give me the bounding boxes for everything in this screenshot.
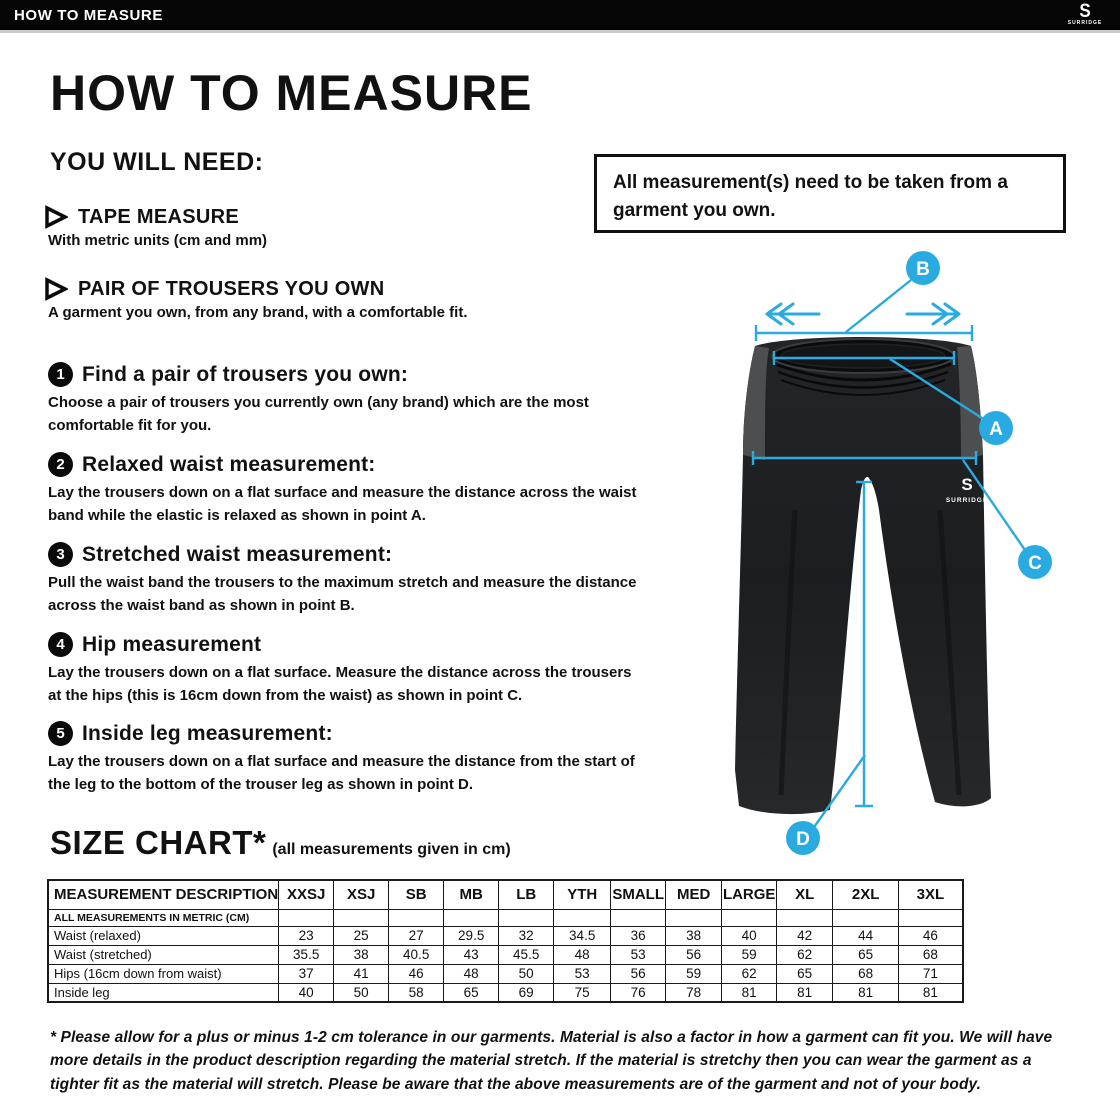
empty-cell: [899, 909, 963, 926]
measurement-value-cell: 58: [389, 983, 444, 1002]
measurement-label-cell: Hips (16cm down from waist): [48, 964, 279, 983]
measurement-value-cell: 68: [833, 964, 899, 983]
step-description: Lay the trousers down on a flat surface and measure the distance from the start of the leg to the bottom of the trouser leg as shown in point D.: [48, 753, 635, 793]
svg-text:C: C: [1028, 553, 1042, 574]
measurement-value-cell: 59: [722, 945, 777, 964]
measurement-value-cell: 65: [777, 964, 833, 983]
empty-cell: [334, 909, 389, 926]
garment-logo-s: S: [961, 475, 973, 494]
measurement-value-cell: 40.5: [389, 945, 444, 964]
trousers-diagram-svg: [735, 250, 1075, 870]
step-title: Find a pair of trousers you own:: [82, 362, 409, 386]
measurement-value-cell: 76: [611, 983, 666, 1002]
size-chart-column-header: LB: [499, 880, 554, 909]
step-title: Hip measurement: [82, 632, 262, 656]
measure-step: [48, 632, 648, 707]
measurement-value-cell: 68: [899, 945, 963, 964]
size-chart-column-header: MEASUREMENT DESCRIPTION: [48, 880, 279, 909]
measurement-value-cell: 81: [722, 983, 777, 1002]
measurement-value-cell: 59: [666, 964, 722, 983]
measurement-value-cell: 44: [833, 926, 899, 945]
measure-step: [48, 452, 648, 527]
measurement-value-cell: 38: [334, 945, 389, 964]
triangle-bullet-icon: [44, 277, 68, 301]
step-title: Relaxed waist measurement:: [82, 452, 376, 476]
page-title: HOW TO MEASURE: [50, 65, 533, 121]
size-chart-column-header: YTH: [554, 880, 611, 909]
measurement-value-cell: 81: [899, 983, 963, 1002]
measurement-value-cell: 34.5: [554, 926, 611, 945]
empty-cell: [722, 909, 777, 926]
size-chart-table: [47, 879, 964, 1003]
svg-text:B: B: [916, 259, 930, 280]
measurement-value-cell: 23: [279, 926, 334, 945]
measurement-value-cell: 45.5: [499, 945, 554, 964]
size-chart-title: SIZE CHART*: [50, 824, 267, 861]
size-chart-column-header: 2XL: [833, 880, 899, 909]
empty-cell: [444, 909, 499, 926]
measurement-value-cell: 29.5: [444, 926, 499, 945]
surridge-logo-wordmark: SURRIDGE: [1067, 20, 1103, 26]
measurement-label-cell: Inside leg: [48, 983, 279, 1002]
measurement-value-cell: 65: [444, 983, 499, 1002]
triangle-bullet-icon: [44, 205, 68, 229]
measurement-value-cell: 75: [554, 983, 611, 1002]
empty-cell: [611, 909, 666, 926]
empty-cell: [554, 909, 611, 926]
measurement-value-cell: 27: [389, 926, 444, 945]
measurement-value-cell: 42: [777, 926, 833, 945]
need-item-title: PAIR OF TROUSERS YOU OWN: [78, 277, 385, 300]
measurement-value-cell: 53: [554, 964, 611, 983]
size-chart-column-header: XXSJ: [279, 880, 334, 909]
step-number-badge: 5: [48, 721, 73, 746]
measurement-value-cell: 81: [833, 983, 899, 1002]
empty-cell: [833, 909, 899, 926]
size-chart-subtitle: (all measurements given in cm): [272, 841, 511, 858]
metric-note-row: [48, 909, 963, 926]
measurement-value-cell: 50: [499, 964, 554, 983]
measurement-value-cell: 38: [666, 926, 722, 945]
measure-step: [48, 542, 648, 617]
size-chart-column-header: MB: [444, 880, 499, 909]
measurement-value-cell: 43: [444, 945, 499, 964]
step-number-badge: 3: [48, 542, 73, 567]
empty-cell: [279, 909, 334, 926]
measurement-value-cell: 32: [499, 926, 554, 945]
size-chart-column-header: LARGE: [722, 880, 777, 909]
step-description: Lay the trousers down on a flat surface and measure the distance across the waist band while the elastic is relaxed as shown in point A.: [48, 484, 637, 524]
measurement-value-cell: 65: [833, 945, 899, 964]
measurement-value-cell: 62: [722, 964, 777, 983]
step-title: Inside leg measurement:: [82, 721, 333, 745]
size-chart-data-row: [48, 945, 963, 964]
measurement-value-cell: 40: [279, 983, 334, 1002]
measurement-label-cell: Waist (stretched): [48, 945, 279, 964]
measurement-value-cell: 78: [666, 983, 722, 1002]
measurement-value-cell: 50: [334, 983, 389, 1002]
measurement-value-cell: 46: [899, 926, 963, 945]
measurement-value-cell: 36: [611, 926, 666, 945]
leader-line-b: [846, 280, 911, 332]
you-will-need-heading: YOU WILL NEED:: [50, 148, 264, 176]
you-will-need-item: [44, 277, 604, 321]
size-chart-column-header: MED: [666, 880, 722, 909]
empty-cell: [666, 909, 722, 926]
step-number-badge: 4: [48, 632, 73, 657]
size-chart-column-header: XL: [777, 880, 833, 909]
step-number-badge: 1: [48, 362, 73, 387]
top-bar-title: HOW TO MEASURE: [14, 6, 163, 24]
size-chart-header-row: [48, 880, 963, 909]
svg-text:D: D: [796, 829, 810, 850]
surridge-logo-s-icon: S: [1079, 0, 1091, 22]
step-number-badge: 2: [48, 452, 73, 477]
measurement-value-cell: 48: [554, 945, 611, 964]
size-chart-column-header: SB: [389, 880, 444, 909]
size-chart-heading: [50, 824, 511, 862]
you-will-need-item: [44, 205, 604, 249]
need-item-description: With metric units (cm and mm): [48, 232, 268, 249]
measurement-value-cell: 48: [444, 964, 499, 983]
measurement-value-cell: 69: [499, 983, 554, 1002]
measurement-value-cell: 25: [334, 926, 389, 945]
measurement-value-cell: 46: [389, 964, 444, 983]
measure-step: [48, 362, 648, 437]
step-description: Lay the trousers down on a flat surface. Measure the distance across the trousers at the hips (this is 16cm down from the waist) as shown in point C.: [48, 664, 632, 704]
need-item-description: A garment you own, from any brand, with a comfortable fit.: [48, 304, 468, 321]
size-chart-data-row: [48, 964, 963, 983]
tolerance-footnote: * Please allow for a plus or minus 1-2 cm tolerance in our garments. Material is also a factor in how a garment can fit you. We will have more details in the product description regarding the material stretch. If the material is stretchy then you can wear the garment as a tighter fit as the material will stretch. Please be aware that the above measurements are of the garment and not of your body.: [50, 1029, 1053, 1093]
measurement-label-cell: Waist (relaxed): [48, 926, 279, 945]
measurement-value-cell: 71: [899, 964, 963, 983]
measurement-value-cell: 41: [334, 964, 389, 983]
garment-logo-word: SURRIDGE: [945, 497, 989, 504]
measure-step: [48, 721, 648, 796]
size-chart-column-header: XSJ: [334, 880, 389, 909]
empty-cell: [499, 909, 554, 926]
stretch-arrows-icon: [767, 304, 959, 324]
empty-cell: [389, 909, 444, 926]
need-item-title: TAPE MEASURE: [78, 205, 240, 228]
measurement-value-cell: 53: [611, 945, 666, 964]
step-description: Pull the waist band the trousers to the maximum stretch and measure the distance across the waist band as shown in point B.: [48, 574, 637, 614]
step-description: Choose a pair of trousers you currently own (any brand) which are the most comfortable fit for you.: [48, 394, 589, 434]
measurement-value-cell: 62: [777, 945, 833, 964]
step-title: Stretched waist measurement:: [82, 542, 393, 566]
surridge-logo-icon: [1062, 2, 1108, 26]
empty-cell: [777, 909, 833, 926]
top-bar: [0, 0, 1120, 33]
metric-note-cell: ALL MEASUREMENTS IN METRIC (CM): [48, 909, 279, 926]
trousers-measurement-diagram: [735, 250, 1075, 870]
notice-box: All measurement(s) need to be taken from a garment you own.: [594, 154, 1066, 233]
svg-text:A: A: [989, 419, 1003, 440]
size-chart-data-row: [48, 926, 963, 945]
size-chart-column-header: 3XL: [899, 880, 963, 909]
measurement-value-cell: 40: [722, 926, 777, 945]
measurement-value-cell: 56: [666, 945, 722, 964]
measurement-value-cell: 56: [611, 964, 666, 983]
size-chart-column-header: SMALL: [611, 880, 666, 909]
size-chart-data-row: [48, 983, 963, 1002]
measurement-value-cell: 35.5: [279, 945, 334, 964]
measurement-value-cell: 37: [279, 964, 334, 983]
measurement-value-cell: 81: [777, 983, 833, 1002]
